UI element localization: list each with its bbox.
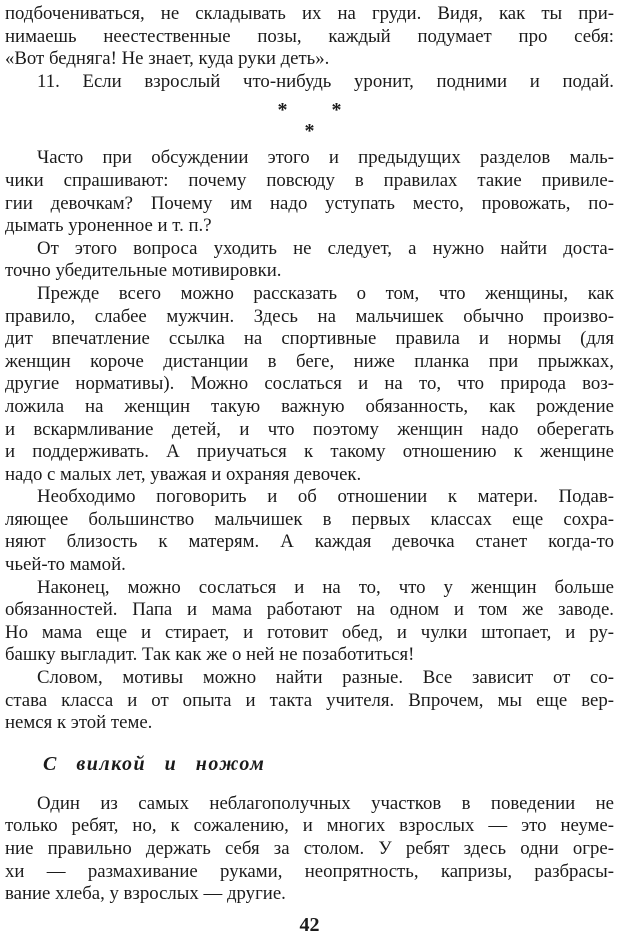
text-line: Словом, мотивы можно найти разные. Все зависит от со- [37,667,614,689]
text-line: чьей-то мамой. [5,554,126,576]
text-line: Один из самых неблагополучных участков в поведении не [37,792,614,814]
asterisk-icon: * [304,120,315,143]
paragraph [5,667,614,735]
text-line: 11. Если взрослый что-нибудь уронит, подними и подай. [37,70,614,92]
paragraph [5,486,614,576]
paragraph [5,283,614,486]
text-line: только ребят, но, к сожалению, и многих взрослых — это неуме- [5,815,614,837]
text-line: Наконец, можно сослаться и на то, что у женщин больше [37,576,614,598]
asterisk-icon: * [331,99,342,122]
text-line: правило, слабее мужчин. Здесь на мальчишек обычно произво- [5,305,614,327]
text-line: Часто при обсуждении этого и предыдущих разделов маль- [37,147,614,169]
separator-row-top [5,100,614,120]
text-line: надо с малых лет, уважая и охраняя девочек. [5,463,362,485]
text-line: няют близость к матерям. А каждая девочка станет когда-то [5,531,614,553]
separator-row-bottom [5,121,614,141]
text-line: хи — размахивание руками, неопрятность, капризы, разбрасы- [5,860,614,882]
text-line: нимаешь неестественные позы, каждый подумает про себя: [5,25,614,47]
text-line: От этого вопроса уходить не следует, а нужно найти доста- [37,237,614,259]
text-line: обязанностей. Папа и мама работают на одном и том же заводе. [5,599,614,621]
text-line: точно убедительные мотивировки. [5,260,282,282]
asterisk-icon: * [277,99,288,122]
text-line: гии девочкам? Почему им надо уступать место, провожать, по- [5,192,614,214]
text-line: Прежде всего можно рассказать о том, что женщины, как [37,282,614,304]
text-line: немся к этой теме. [5,712,153,734]
text-line: Необходимо поговорить и об отношении к матери. Подав- [37,486,614,508]
paragraph [5,3,614,71]
text-line: «Вот бедняга! Не знает, куда руки деть». [5,48,330,70]
text-line: Но мама еще и стирает, и готовит обед, и чулки штопает, и ру- [5,621,614,643]
text-line: вание хлеба, у взрослых — другие. [5,883,286,905]
paragraph [5,71,614,94]
text-line: ляющее большинство мальчишек в первых классах еще сохра- [5,508,614,530]
section-heading: С вилкой и ножом [43,752,266,775]
paragraph [5,577,614,667]
text-line: ние правильно держать себя за столом. У ребят здесь одни огре- [5,838,614,859]
paragraph [5,147,614,237]
paragraph [5,793,614,906]
text-line: женщин короче дистанции в беге, ниже планка при прыжках, [5,350,614,372]
text-line: и поддерживать. А приучаться к такому отношению к женщине [5,441,614,463]
page-content [5,3,614,906]
text-line: подбочениваться, не складывать их на груди. Видя, как ты при- [5,3,614,24]
text-line: дымать уроненное и т. п.? [5,215,212,237]
text-line: ложила на женщин такую важную обязанность, как рождение [5,395,614,417]
section-separator [5,100,614,141]
text-line: другие нормативы). Можно сослаться и на то, что природа воз- [5,373,614,395]
text-line: и вскармливание детей, и что поэтому женщин надо оберегать [5,418,614,440]
text-line: чики спрашивают: почему повсюду в правилах такие привиле- [5,169,614,191]
paragraph [5,238,614,283]
text-line: дит впечатление ссылка на спортивные правила и нормы (для [5,328,614,350]
text-line: става класса и от опыта и такта учителя. Впрочем, мы еще вер- [5,689,614,711]
page-number: 42 [299,913,320,936]
text-line: башку выгладит. Так как же о ней не позаботиться! [5,644,415,666]
